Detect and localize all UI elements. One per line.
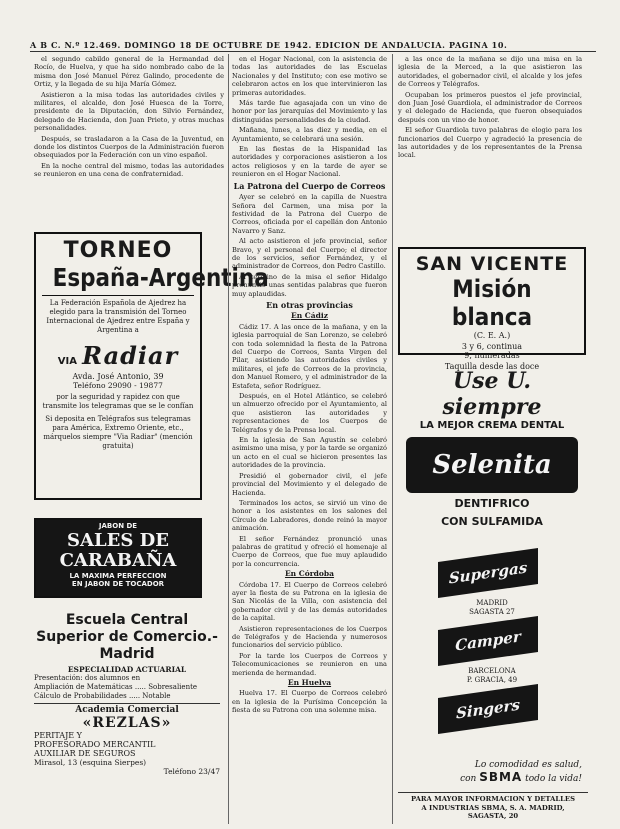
academy-name: «REZLAS» bbox=[82, 715, 172, 731]
escuela-line: Presentación: dos alumnos en bbox=[34, 674, 141, 682]
footer-info-line: A INDUSTRIAS SBMA, S. A. MADRID, bbox=[421, 803, 565, 812]
torneo-body: La Federación Española de Ajedrez ha elegido para la transmisión del Torneo Internacional de Ajedrez entre España y Argentina a bbox=[46, 299, 190, 334]
sanvicente-times: 9, numeradas bbox=[464, 351, 520, 360]
cadiz-paragraph: Después, en el Hotel Atlántico, se celebró un almuerzo ofrecido por el Ayuntamiento, al que asistieron las autoridades y representaciones de los Cuerpos de Telégrafos y de la Prensa local. bbox=[232, 392, 387, 434]
header-rule bbox=[30, 51, 596, 52]
correos-paragraph: Al acto asistieron el jefe provincial, señor Bravo, y el personal del Cuerpo; el director de los servicios, señor Fernández, y el administrador de Correos, don Pedro Castillo. bbox=[232, 237, 387, 271]
col2-paragraph: Mañana, lunes, a las diez y media, en el Ayuntamiento, se celebrará una sesión. bbox=[232, 126, 387, 143]
column-divider bbox=[228, 54, 229, 824]
sanvicente-ad bbox=[398, 247, 586, 371]
cadiz-paragraph: El señor Fernández pronunció unas palabras de gratitud y ofreció el homenaje al Cuerpo de Correos, que fue muy aplaudido por la concurrencia. bbox=[232, 534, 387, 568]
sanvicente-sale: Taquilla desde las doce bbox=[444, 362, 540, 371]
footer-info-line: SAGASTA, 20 bbox=[467, 812, 519, 820]
col3-paragraph: El señor Guardiola tuvo palabras de elogio para los funcionarios del Cuerpo y agradeció la presencia de las autoridades y de los representantes de la Prensa local. bbox=[398, 126, 582, 160]
col2-paragraph: En las fiestas de la Hispanidad las autoridades y corporaciones asistieron a los actos religiosos y en la tarde de ayer se reunieron en el Hogar Nacional. bbox=[232, 145, 387, 179]
academy-course: PROFESORADO MERCANTIL bbox=[34, 740, 156, 749]
torneo-speed: por la seguridad y rapidez con que transmite los telegramas que se le confían bbox=[42, 393, 194, 410]
sanvicente-title: SAN VICENTE bbox=[415, 253, 569, 275]
escuela-title: Escuela Central Superior de Comercio.-Madrid bbox=[36, 612, 218, 662]
col1-paragraph: Después, se trasladaron a la Casa de la Juventud, en donde los distintos Cuerpos de la Administración fueron obsequiados por la Federación con un vino español. bbox=[34, 134, 224, 160]
cadiz-heading: En Cádiz bbox=[291, 311, 328, 321]
col1-paragraph: En la noche central del mismo, todas las autoridades se reunieron en una cena de confraternidad. bbox=[34, 161, 224, 179]
jabon-ad bbox=[34, 518, 202, 598]
crema-slogan: Use U. siempre bbox=[442, 368, 542, 420]
cadiz-paragraph: En la iglesia de San Agustín se celebró asimismo una misa, y por la tarde se organizó un acto en el cual se hicieron presentes las autoridades de la provincia. bbox=[232, 436, 387, 470]
correos-paragraph: Ayer se celebró en la capilla de Nuestra Señora del Carmen, una misa por la festividad de la Patrona del Cuerpo de Correos, oficiada por el capellán don Antonio Navarro y Sanz. bbox=[232, 193, 387, 235]
sanvicente-film: Misión blanca bbox=[451, 275, 533, 331]
footer-info-line: PARA MAYOR INFORMACION Y DETALLES bbox=[411, 795, 575, 803]
cadiz-paragraph: Cádiz 17. A las once de la mañana, y en la iglesia parroquial de San Lorenzo, se celebró con toda solemnidad la fiesta de la Patrona del Cuerpo de Correos, Santa Virgen del Pilar, asistiendo las autoridades civiles y militares, el jefe de Correos de la provincia, don Manuel Romero, y el administrador de la Estafeta, señor Rodríguez. bbox=[232, 322, 387, 390]
col3-paragraph: Ocupaban los primeros puestos el jefe provincial, don Juan José Guardiola, el administrador de Correos y el delegado de Hacienda, que fueron obsequiados después con un vino de honor. bbox=[398, 90, 582, 124]
crema-ad bbox=[400, 368, 584, 532]
huelva-paragraph: Huelva 17. El Cuerpo de Correos celebró en la iglesia de la Purísima Concepción la fiesta de su Patrona con una solemne misa. bbox=[232, 689, 387, 715]
torneo-deposit: Si deposita en Telégrafos sus telegramas para América, Extremo Oriente, etc., márquelos siempre "Via Radiar" (mención gratuita) bbox=[43, 415, 193, 450]
sanvicente-rating: (C. E. A.) bbox=[473, 331, 511, 340]
col3-paragraph: a las once de la mañana se dijo una misa en la iglesia de la Merced, a la que asistieron las autoridades, el gobernador civil, el alcalde y los jefes de Correos y Telégrafos. bbox=[398, 55, 582, 89]
cadiz-paragraph: Presidió el gobernador civil, el jefe provincial del Movimiento y el delegado de Hacienda. bbox=[232, 471, 387, 497]
pagoda-ad bbox=[428, 555, 556, 730]
pagoda-brand: Camper bbox=[438, 616, 538, 666]
col1-article bbox=[34, 55, 224, 227]
pagoda-address: SAGASTA 27 bbox=[469, 608, 515, 616]
crema-d2: CON SULFAMIDA bbox=[441, 515, 543, 528]
jabon-name: SALES DE CARABAÑA bbox=[59, 530, 177, 571]
jabon-line1: LA MAXIMA PERFECCION bbox=[69, 572, 167, 580]
academy-label: Academia Comercial bbox=[75, 705, 179, 715]
col1-paragraph: el segundo cabildo general de la Hermandad del Rocío, de Huelva, y que ha sido nombrado cabo de la misma don José Manuel Pérez Galindo, procedente de Ortiz, y la llegada de su hija María Gómez. bbox=[34, 55, 224, 89]
cadiz-paragraph: Terminados los actos, se sirvió un vino de honor a los asistentes en los salones del Círculo de Labradores, donde reinó la mayor animación. bbox=[232, 498, 387, 533]
cordoba-paragraph: Por la tarde los Cuerpos de Correos y Telecomunicaciones se reunieron en una merienda de hermandad. bbox=[232, 651, 387, 677]
academy-course: AUXILIAR DE SEGUROS bbox=[34, 749, 136, 758]
pagoda-brand: Singers bbox=[438, 684, 538, 734]
crema-line: LA MEJOR CREMA DENTAL bbox=[419, 420, 565, 431]
sbma-line1: Lo comodidad es salud, bbox=[474, 760, 582, 770]
pagoda-city: BARCELONA bbox=[468, 667, 516, 675]
pagoda-city: MADRID bbox=[476, 599, 508, 607]
page-header: A B C. N.º 12.469. DOMINGO 18 DE OCTUBRE DE 1942. EDICION DE ANDALUCIA. PAGINA 10. bbox=[30, 40, 508, 50]
column-divider bbox=[392, 54, 393, 824]
sbma-line2: con bbox=[460, 774, 477, 784]
escuela-line: Cálculo de Probabilidades ..... Notable bbox=[34, 692, 171, 700]
crema-brand: Selenita bbox=[406, 437, 578, 493]
torneo-ad bbox=[34, 232, 269, 500]
correos-heading: La Patrona del Cuerpo de Correos bbox=[233, 180, 386, 191]
pagoda-brand: Supergas bbox=[438, 548, 538, 598]
correos-paragraph: Al término de la misa el señor Hidalgo pronunció unas sentidas palabras que fueron muy aplaudidas. bbox=[232, 272, 387, 298]
footer-info bbox=[398, 795, 588, 821]
col2-paragraph: en el Hogar Nacional, con la asistencia de todas las autoridades de las Escuelas Nacionales y del Instituto; con ese motivo se celebraron actos en los que intervinieron las primeras autoridades. bbox=[232, 55, 387, 97]
cordoba-heading: En Córdoba bbox=[284, 569, 335, 579]
torneo-phones: Teléfono 29090 - 19877 bbox=[73, 381, 163, 390]
escuela-ad bbox=[34, 612, 220, 776]
academy-address: Mirasol, 13 (esquina Sierpes) bbox=[34, 758, 147, 767]
torneo-address: Avda. José Antonio, 39 bbox=[72, 372, 164, 381]
jabon-line2: EN JABON DE TOCADOR bbox=[71, 580, 165, 588]
sbma-line3: todo la vida! bbox=[525, 774, 582, 784]
sbma-ad bbox=[402, 760, 582, 784]
col2-articles bbox=[232, 55, 387, 825]
torneo-title: TORNEO bbox=[63, 238, 173, 263]
col3-article bbox=[398, 55, 582, 237]
sbma-brand: SBMA bbox=[479, 770, 523, 784]
torneo-subtitle: España-Argentina bbox=[52, 263, 269, 292]
radiar-logo: Radiar bbox=[82, 341, 179, 370]
cordoba-paragraph: Córdoba 17. El Cuerpo de Correos celebró ayer la fiesta de su Patrona en la iglesia de San Nicolás de la Villa, con asistencia del gobernador civil y de las demás autoridades de la capital. bbox=[232, 580, 387, 623]
cordoba-paragraph: Asistieron representaciones de los Cuerpos de Telégrafos y de Hacienda y numerosos funcionarios del servicio público. bbox=[232, 624, 387, 650]
escuela-section: ESPECIALIDAD ACTUARIAL bbox=[67, 665, 187, 674]
academy-course: PERITAJE Y bbox=[34, 731, 82, 740]
huelva-heading: En Huelva bbox=[287, 678, 332, 688]
sbma-rule bbox=[398, 792, 588, 793]
academy-phone: Teléfono 23/47 bbox=[163, 767, 220, 776]
escuela-line: Ampliación de Matemáticas ..... Sobresaliente bbox=[34, 683, 198, 691]
crema-d1: DENTIFRICO bbox=[454, 497, 530, 510]
via-label: VIA bbox=[57, 356, 77, 367]
provincias-heading: En otras provincias bbox=[266, 299, 353, 310]
sanvicente-times: 3 y 6, continua bbox=[461, 342, 523, 351]
col1-paragraph: Asistieron a la misa todas las autoridades civiles y militares, el alcalde, don José Huesca de la Torre, presidente de la Diputación, don Silvio Fernández, delegado de Hacienda, don Juan Prieto, y otras muchas personalidades. bbox=[34, 90, 224, 133]
col2-paragraph: Más tarde fue agasajada con un vino de honor por las jerarquías del Movimiento y las distinguidas personalidades de la ciudad. bbox=[232, 99, 387, 124]
jabon-top: JABON DE bbox=[98, 522, 138, 530]
pagoda-address: P. GRACIA, 49 bbox=[466, 676, 518, 684]
